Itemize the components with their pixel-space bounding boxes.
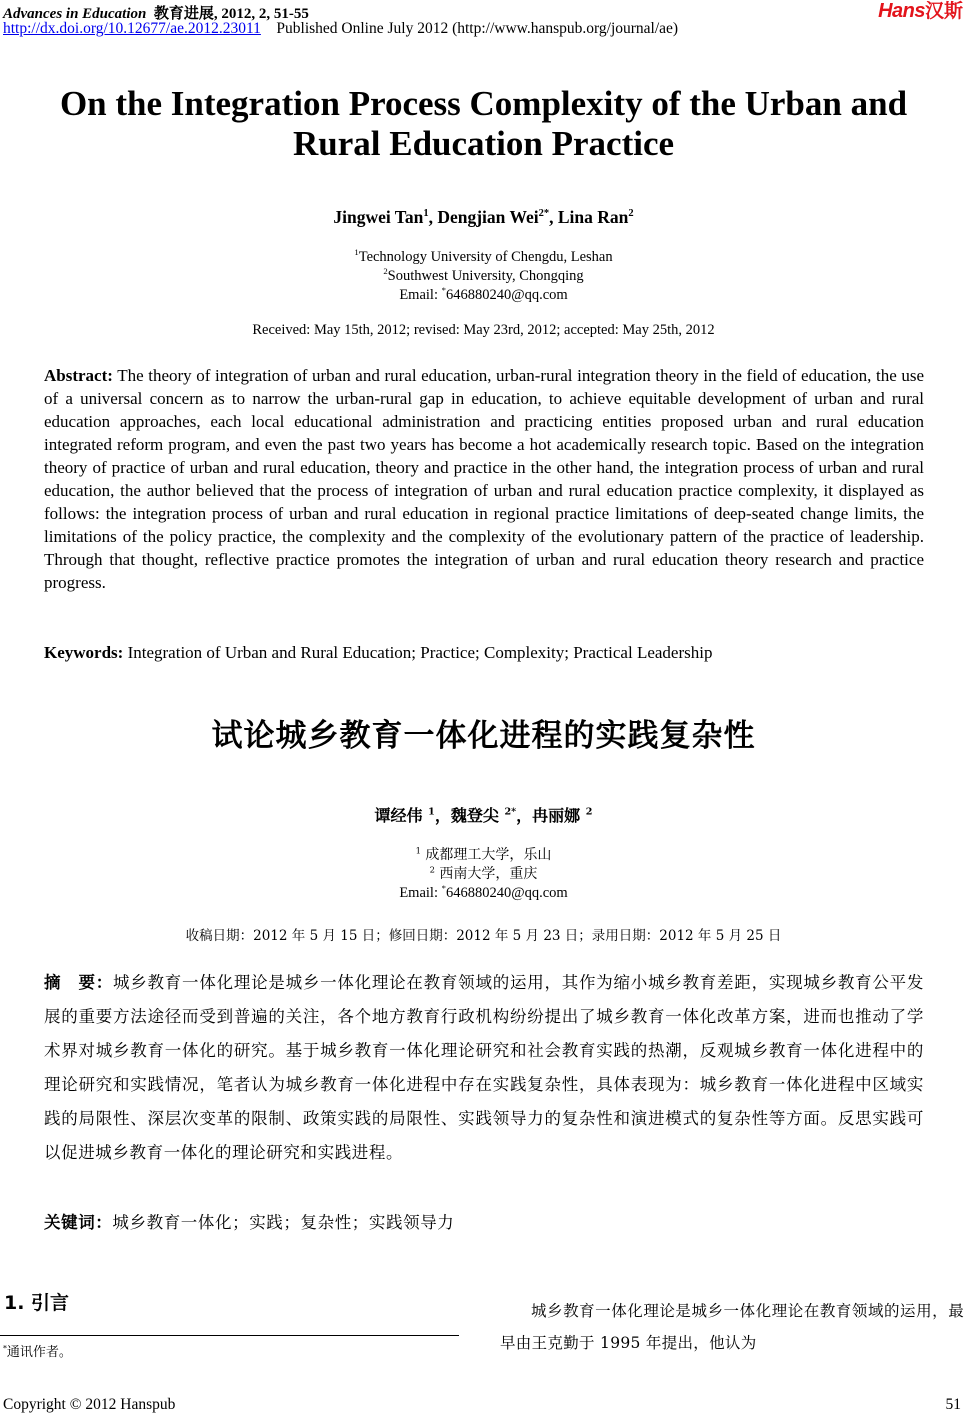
- email-label: Email:: [399, 287, 442, 303]
- doi-link[interactable]: http://dx.doi.org/10.12677/ae.2012.23011: [3, 20, 261, 37]
- logo-text-en: Hans: [878, 0, 925, 22]
- affiliation-text: 成都理工大学，乐山: [425, 847, 552, 863]
- abstract-text: The theory of integration of urban and rural education, urban-rural integration theory in the field of education, the use of a universal concern as to narrow the urban-rural gap in education, to achieve equitable development of urban and rural education approaches, each local educational administration and practicing entities proposed urban and rural education integrated reform program, and even the past two years has become a hot academically research topic. Based on the integration theory of practice of urban and rural education, theory and practice in the other hand, the integration process of urban and rural education, the author believed that the process of integration of urban and rural education practice complexity, it displayed as follows: the integration process of urban and rural education in regional practice limitations of deep-seated change limits, the limitations of the policy practice, the complexity and the complexity of the evolutionary pattern of the practice of leadership. Through that thought, reflective practice promotes the integration of urban and rural education theory research and practice progress.: [44, 366, 924, 592]
- author-name: 魏登尖: [450, 806, 499, 825]
- authors-en: [0, 207, 967, 228]
- author-name: 冉丽娜: [532, 806, 581, 825]
- received-dates: Received: May 15th, 2012; revised: May 23rd, 2012; accepted: May 25th, 2012: [252, 322, 715, 338]
- author-sup: 2*: [538, 208, 550, 220]
- author-name: 谭经伟: [374, 806, 423, 825]
- abstract-en: [44, 364, 924, 594]
- abstract-zh: [44, 966, 924, 1170]
- keywords-text-zh: 城乡教育一体化；实践；复杂性；实践领导力: [112, 1213, 455, 1232]
- body-paragraph: 城乡教育一体化理论是城乡一体化理论在教育领域的运用，最早由王克勤于 1995 年提出，他认为: [500, 1302, 964, 1352]
- journal-name: Advances in Education: [3, 6, 147, 22]
- email-sup: *: [441, 883, 446, 894]
- keywords-label-zh: 关键词：: [44, 1213, 113, 1232]
- published-online: Published Online July 2012 (http://www.hanspub.org/journal/ae): [276, 20, 679, 37]
- author-name: Dengjian Wei: [437, 207, 539, 227]
- author-sep: ，: [434, 806, 451, 825]
- affiliation-text: 西南大学，重庆: [439, 866, 538, 882]
- email-line: [0, 884, 967, 903]
- author-sup: 2: [585, 806, 593, 818]
- author-sep: ,: [428, 207, 438, 227]
- email-address: 646880240@qq.com: [445, 287, 568, 303]
- footnote-text: 通讯作者。: [6, 1345, 72, 1360]
- affiliation-sup: 1: [415, 845, 421, 856]
- title-line-2: Rural Education Practice: [292, 124, 675, 163]
- affiliation: [0, 248, 967, 267]
- abstract-text-zh: 城乡教育一体化理论是城乡一体化理论在教育领域的运用，其作为缩小城乡教育差距，实现城乡教育公平发展的重要方法途径而受到普遍的关注，各个地方教育行政机构纷纷提出了城乡教育一体化改革方案，进而也推动了学术界对城乡教育一体化的研究。基于城乡教育一体化理论研究和社会教育实践的热潮，反观城乡教育一体化进程中的理论研究和实践情况，笔者认为城乡教育一体化进程中存在实践复杂性，具体表现为：城乡教育一体化进程中区域实践的局限性、深层次变革的限制、政策实践的局限性、实践领导力的复杂性和演进模式的复杂性等方面。反思实践可以促进城乡教育一体化的理论研究和实践进程。: [44, 973, 924, 1162]
- author-sup: 2: [628, 208, 634, 220]
- section-heading-introduction: 1. 引言: [4, 1292, 70, 1314]
- copyright: Copyright © 2012 Hanspub: [3, 1396, 176, 1413]
- keywords-text: Integration of Urban and Rural Education; Practice; Complexity; Practical Leadership: [127, 643, 713, 662]
- affiliation-sup: 2: [383, 266, 388, 277]
- footnote-divider: [0, 1335, 459, 1336]
- keywords-zh: [44, 1209, 924, 1233]
- author-sep: ，: [516, 806, 533, 825]
- keywords-en: [44, 641, 924, 664]
- paper-title-en: [0, 84, 967, 164]
- author-sep: ,: [549, 207, 558, 227]
- footnote-sup: *: [3, 1343, 7, 1353]
- email-address: 646880240@qq.com: [445, 885, 568, 901]
- publication-line: [3, 20, 678, 38]
- affiliation: [0, 865, 967, 884]
- author-name: Lina Ran: [557, 207, 629, 227]
- affiliations-zh: [0, 846, 967, 903]
- author-sup: 1: [423, 208, 429, 220]
- hans-logo: [878, 0, 963, 22]
- page-number: 51: [945, 1396, 961, 1413]
- affiliation-sup: 1: [354, 247, 359, 258]
- affiliation: [0, 846, 967, 865]
- email-label: Email:: [399, 885, 442, 901]
- author-sup: 1: [428, 806, 435, 818]
- title-line-1: On the Integration Process Complexity of the Urban and: [59, 84, 908, 123]
- paper-title-zh: 试论城乡教育一体化进程的实践复杂性: [211, 718, 756, 754]
- abstract-label-zh: 摘 要：: [44, 973, 114, 992]
- affiliation: [0, 267, 967, 286]
- email-sup: *: [441, 285, 446, 296]
- footnote-corresponding-author: [3, 1341, 72, 1360]
- affiliation-text: Technology University of Chengdu, Leshan: [358, 249, 613, 265]
- keywords-label: Keywords:: [44, 643, 124, 662]
- logo-text-zh: 汉斯: [924, 0, 963, 22]
- affiliation-text: Southwest University, Chongqing: [387, 268, 584, 284]
- authors-zh: [0, 803, 967, 826]
- abstract-label: Abstract:: [44, 366, 113, 385]
- affiliations-en: [0, 248, 967, 305]
- author-sup: 2*: [504, 806, 517, 818]
- affiliation-sup: 2: [429, 864, 435, 875]
- author-name: Jingwei Tan: [333, 207, 424, 227]
- received-dates-zh: 收稿日期：2012 年 5 月 15 日；修回日期：2012 年 5 月 23 日；录用日期：2012 年 5 月 25 日: [185, 928, 782, 944]
- email-line: [0, 286, 967, 305]
- journal-name-zh: 教育进展, 2012, 2, 51-55: [153, 6, 309, 22]
